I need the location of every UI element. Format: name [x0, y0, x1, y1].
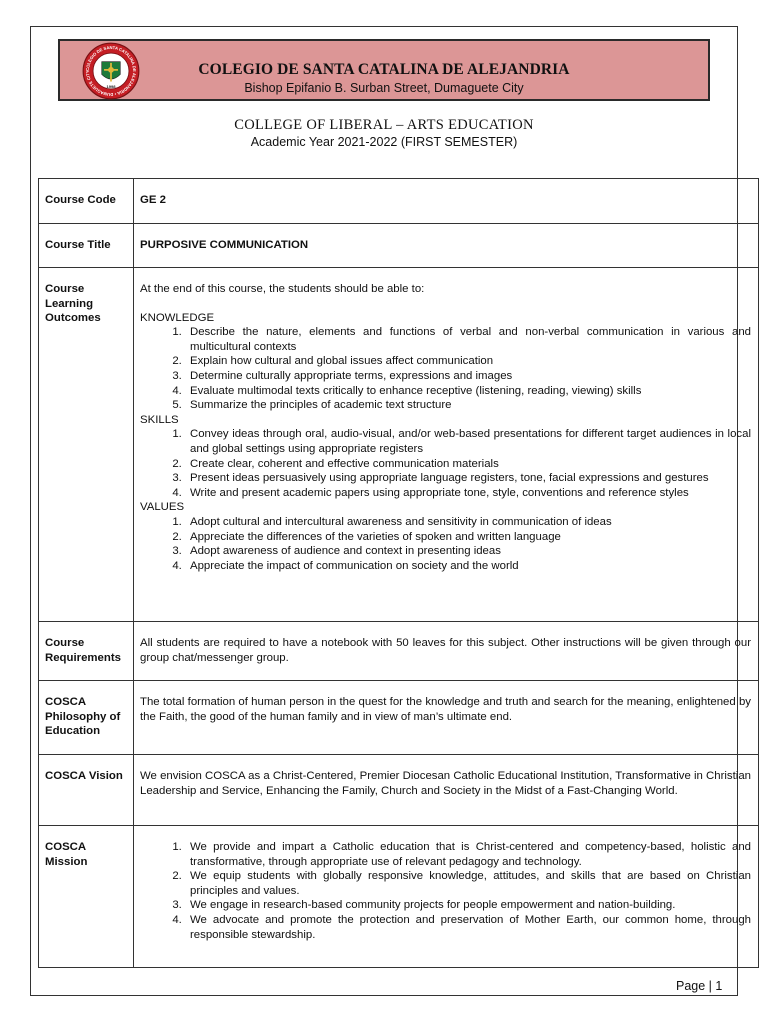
- list-item: 5. Summarize the principles of academic text structure: [185, 398, 751, 413]
- list-item: 1. Describe the nature, elements and functions of verbal and non-verbal communication in various and multicultural contexts: [185, 325, 751, 354]
- list-item: 4. Appreciate the impact of communication on society and the world: [185, 559, 751, 574]
- school-header: [58, 39, 710, 101]
- skills-heading: SKILLS: [140, 413, 179, 426]
- row-vision: [39, 755, 759, 826]
- philosophy-label: COSCA Philosophy of Education: [39, 681, 134, 755]
- values-heading: VALUES: [140, 501, 185, 514]
- list-item: 2. Explain how cultural and global issues affect communication: [185, 354, 751, 369]
- row-learning-outcomes: [39, 268, 759, 622]
- course-code-value: GE 2: [134, 179, 759, 224]
- list-item: 2. We equip students with globally responsive knowledge, attitudes, and skills that are based on Christian principles and values.: [185, 869, 751, 898]
- knowledge-heading: KNOWLEDGE: [140, 311, 215, 324]
- list-item: 3. Present ideas persuasively using appropriate language registers, tone, facial expressions and gestures: [185, 471, 751, 486]
- list-item: 1. We provide and impart a Catholic education that is Christ-centered and competency-based, holistic and transformative, through appropriate use of relevant pedagogy and technology.: [185, 840, 751, 869]
- list-item: 4. We advocate and promote the protection and preservation of Mother Earth, our common home, through responsible stewardship.: [185, 913, 751, 942]
- academic-year: Academic Year 2021-2022 (FIRST SEMESTER): [250, 135, 518, 149]
- page-number: Page | 1: [676, 979, 723, 993]
- list-item: 3. Adopt awareness of audience and context in presenting ideas: [185, 544, 751, 559]
- school-name: COLEGIO DE SANTA CATALINA DE ALEJANDRIA: [198, 61, 570, 78]
- row-mission: [39, 826, 759, 968]
- school-seal-logo: [82, 42, 140, 100]
- list-item: 4. Evaluate multimodal texts critically to enhance receptive (listening, reading, viewing) skills: [185, 384, 751, 399]
- row-philosophy: [39, 681, 759, 755]
- philosophy-value: The total formation of human person in the quest for the knowledge and truth and search for the meaning, enlightened by the Faith, the good of the human family and in view of man’s ultimate end.: [134, 681, 759, 755]
- row-course-code: [39, 179, 759, 224]
- vision-label: COSCA Vision: [39, 755, 134, 826]
- vision-value: We envision COSCA as a Christ-Centered, Premier Diocesan Catholic Educational Institution, Transformative in Christian Leadership and Service, Enhancing the Family, Church and Society in the Midst of a Fast-Changing World.: [134, 755, 759, 826]
- values-list: [140, 515, 751, 573]
- school-address: Bishop Epifanio B. Surban Street, Dumaguete City: [244, 81, 524, 95]
- knowledge-list: [140, 325, 751, 413]
- course-code-label: Course Code: [39, 179, 134, 224]
- course-title-label: Course Title: [39, 224, 134, 268]
- course-requirements-label: Course Requirements: [39, 622, 134, 681]
- list-item: 1. Adopt cultural and intercultural awareness and sensitivity in communication of ideas: [185, 515, 751, 530]
- course-requirements-value: All students are required to have a notebook with 50 leaves for this subject. Other instructions will be given through our group chat/messenger group.: [134, 622, 759, 681]
- list-item: 4. Write and present academic papers using appropriate tone, style, conventions and reference styles: [185, 486, 751, 501]
- list-item: 1. Convey ideas through oral, audio-visual, and/or web-based presentations for different target audiences in local and global settings using appropriate registers: [185, 427, 751, 456]
- mission-label: COSCA Mission: [39, 826, 134, 968]
- mission-value: [134, 826, 759, 968]
- college-name: COLLEGE OF LIBERAL – ARTS EDUCATION: [234, 117, 534, 133]
- list-item: 2. Create clear, coherent and effective communication materials: [185, 457, 751, 472]
- row-course-title: [39, 224, 759, 268]
- list-item: 3. Determine culturally appropriate terms, expressions and images: [185, 369, 751, 384]
- outcomes-intro: At the end of this course, the students should be able to:: [140, 283, 425, 295]
- list-item: 2. Appreciate the differences of the varieties of spoken and written language: [185, 530, 751, 545]
- row-course-requirements: [39, 622, 759, 681]
- svg-text:1998: 1998: [106, 83, 116, 89]
- course-title-value: PURPOSIVE COMMUNICATION: [134, 224, 759, 268]
- list-item: 3. We engage in research-based community projects for people empowerment and nation-building.: [185, 898, 751, 913]
- svg-text:COLEGIO DE SANTA CATALINA DE A: COLEGIO DE SANTA CATALINA DE ALEJANDRIA • DUMAGUETE CITY: [84, 44, 138, 98]
- mission-list: [140, 840, 751, 942]
- skills-list: [140, 427, 751, 500]
- syllabus-table: [38, 178, 759, 968]
- learning-outcomes-value: [134, 268, 759, 622]
- learning-outcomes-label: Course Learning Outcomes: [39, 268, 134, 622]
